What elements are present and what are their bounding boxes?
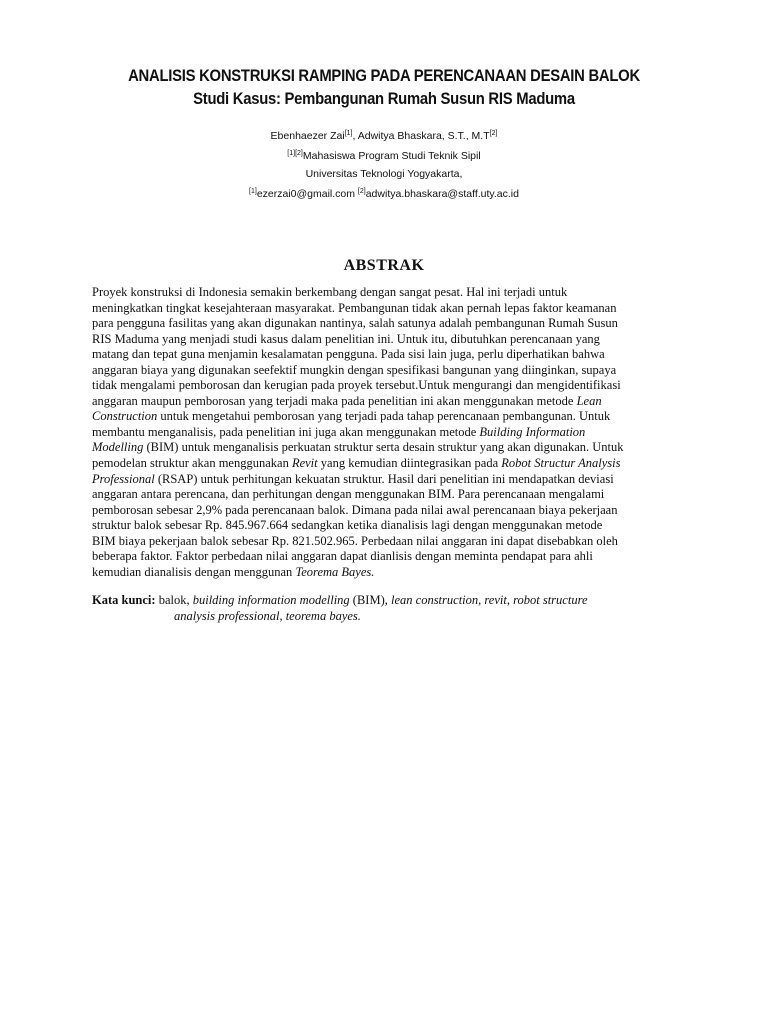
author-ref: [1] <box>344 130 353 137</box>
italic-term: Professional <box>92 471 155 486</box>
abstract-line <box>92 549 702 565</box>
abstract-line <box>92 316 702 332</box>
text-run: , <box>506 593 514 607</box>
text-run: , <box>279 608 286 623</box>
email-ref: [1] <box>249 188 257 195</box>
affiliation-text: Mahasiswa Program Studi Teknik Sipil <box>302 150 481 162</box>
abstract-line <box>92 487 702 503</box>
text-run: (BIM), <box>349 593 391 607</box>
italic-term: Building Information <box>479 424 586 439</box>
text-run: (RSAP) untuk perhitungan kekuatan struktur. Hasil dari penelitian ini mendapatkan deviasi <box>154 471 614 486</box>
abstract-line <box>92 503 702 519</box>
author-ref: [2] <box>489 130 498 137</box>
abstract-line <box>92 518 702 534</box>
email-link[interactable]: ezerzai0@gmail.com <box>256 188 358 200</box>
keywords-label: Kata kunci: <box>92 593 156 607</box>
italic-term: Modelling <box>92 440 144 455</box>
abstract-line <box>92 409 702 425</box>
italic-term: Robot Structur Analysis <box>501 456 621 471</box>
italic-term: Revit <box>291 456 318 471</box>
abstract-line <box>92 301 702 317</box>
text-run: (BIM) untuk menganalisis perkuatan struktur serta desain struktur yang akan digunakan. Untuk <box>143 440 624 455</box>
affiliation-university: Universitas Teknologi Yogyakarta, <box>305 168 463 180</box>
keywords-line <box>92 593 702 609</box>
abstract-line <box>92 332 702 348</box>
abstract-line <box>92 534 702 550</box>
text-run: anggaran maupun pemborosan yang terjadi maka pada penelitian ini akan menggunakan metode <box>92 393 577 408</box>
text-run: pemodelan struktur akan menggunakan <box>92 456 292 471</box>
text-run: para pengguna fasilitas yang akan digunakan nantinya, salah satunya adalah pembangunan Rumah Susun <box>92 316 618 331</box>
text-run: anggaran antara perencana, dan perhitungan dengan menggunakan BIM. Para perencanaan mengalami <box>92 487 605 502</box>
text-run: matang dan tepat guna menjamin kesalamatan pengguna. Pada sisi lain juga, perlu diperhatikan bahwa <box>92 347 605 362</box>
keywords-line <box>92 609 702 625</box>
abstract-line <box>92 456 702 472</box>
italic-term: Construction <box>92 409 158 424</box>
email-ref: [2] <box>357 188 366 195</box>
italic-term: building information modelling <box>192 593 350 607</box>
text-run: balok, <box>155 593 193 607</box>
abstract-line <box>92 347 702 363</box>
author-line <box>0 130 768 142</box>
text-run: tidak mengalami pemborosan dan kerugian pada proyek tersebut.Untuk mengurangi dan mengidentifikasi <box>92 378 621 393</box>
text-run: meningkatkan tingkat kesejahteraan masyarakat. Pembangunan tidak akan pernah lepas faktor keamanan <box>92 300 617 315</box>
abstract-line <box>92 565 702 581</box>
author-name: Ebenhaezer Zai <box>270 130 345 142</box>
abstract-line <box>92 363 702 379</box>
text-run: anggaran biaya yang digunakan seefektif mungkin dengan spesifikasi bangunan yang diinginkan, supaya <box>92 362 617 377</box>
italic-term: analysis professional <box>174 608 280 623</box>
abstract-line <box>92 394 702 410</box>
text-run: Proyek konstruksi di Indonesia semakin berkembang dengan sangat pesat. Hal ini terjadi untuk <box>92 285 568 299</box>
text-run: yang kemudian diintegrasikan pada <box>317 456 502 471</box>
text-run: untuk mengetahui pemborosan yang terjadi pada tahap perencanaan pembangunan. Untuk <box>157 409 611 424</box>
abstract-line <box>92 425 702 441</box>
paper-title: ANALISIS KONSTRUKSI RAMPING PADA PERENCANAAN DESAIN BALOK <box>128 67 640 85</box>
italic-term: teorema bayes. <box>285 608 361 623</box>
italic-term: lean construction, revit <box>391 593 507 607</box>
italic-term: Lean <box>576 393 602 408</box>
affiliation-ref: [1][2] <box>287 150 303 157</box>
paper-subtitle: Studi Kasus: Pembangunan Rumah Susun RIS Maduma <box>193 90 575 108</box>
email-line <box>0 188 768 200</box>
text-run: BIM biaya pekerjaan balok sebesar Rp. 821.502.965. Perbedaan nilai anggaran ini dapat disebabkan oleh <box>92 533 618 548</box>
email-link[interactable]: adwitya.bhaskara@staff.uty.ac.id <box>365 188 519 200</box>
italic-term: robot structure <box>513 593 588 607</box>
text-run: beberapa faktor. Faktor perbedaan nilai anggaran dapat dianlisis dengan meminta pendapat para ahli <box>92 549 593 564</box>
abstract-line <box>92 472 702 488</box>
keywords-text <box>156 593 588 607</box>
italic-term: Teorema Bayes. <box>295 564 375 579</box>
abstract-heading: ABSTRAK <box>343 257 425 274</box>
text-run: RIS Maduma yang menjadi studi kasus dalam penelitian ini. Untuk itu, dibutuhkan perencanaan yang <box>92 331 600 346</box>
text-run: struktur balok sebesar Rp. 845.967.664 sedangkan ketika dianalisis lagi dengan menggunakan metode <box>92 518 603 533</box>
author-name: Adwitya Bhaskara, S.T., M.T <box>357 130 490 142</box>
abstract-line <box>92 440 702 456</box>
abstract-body <box>92 285 702 580</box>
abstract-line <box>92 285 702 301</box>
text-run: membantu menganalisis, pada penelitian ini juga akan menggunakan metode <box>92 424 480 439</box>
affiliation-program <box>0 150 768 162</box>
text-run: pemborosan sebesar 2,9% pada perencanaan balok. Dimana pada nilai awal perencanaan biaya pekerjaan <box>92 502 618 517</box>
abstract-line <box>92 378 702 394</box>
text-run: kemudian dianalisis dengan menggunan <box>92 564 296 579</box>
keywords-block <box>92 593 702 624</box>
author-separator: , <box>352 130 358 142</box>
